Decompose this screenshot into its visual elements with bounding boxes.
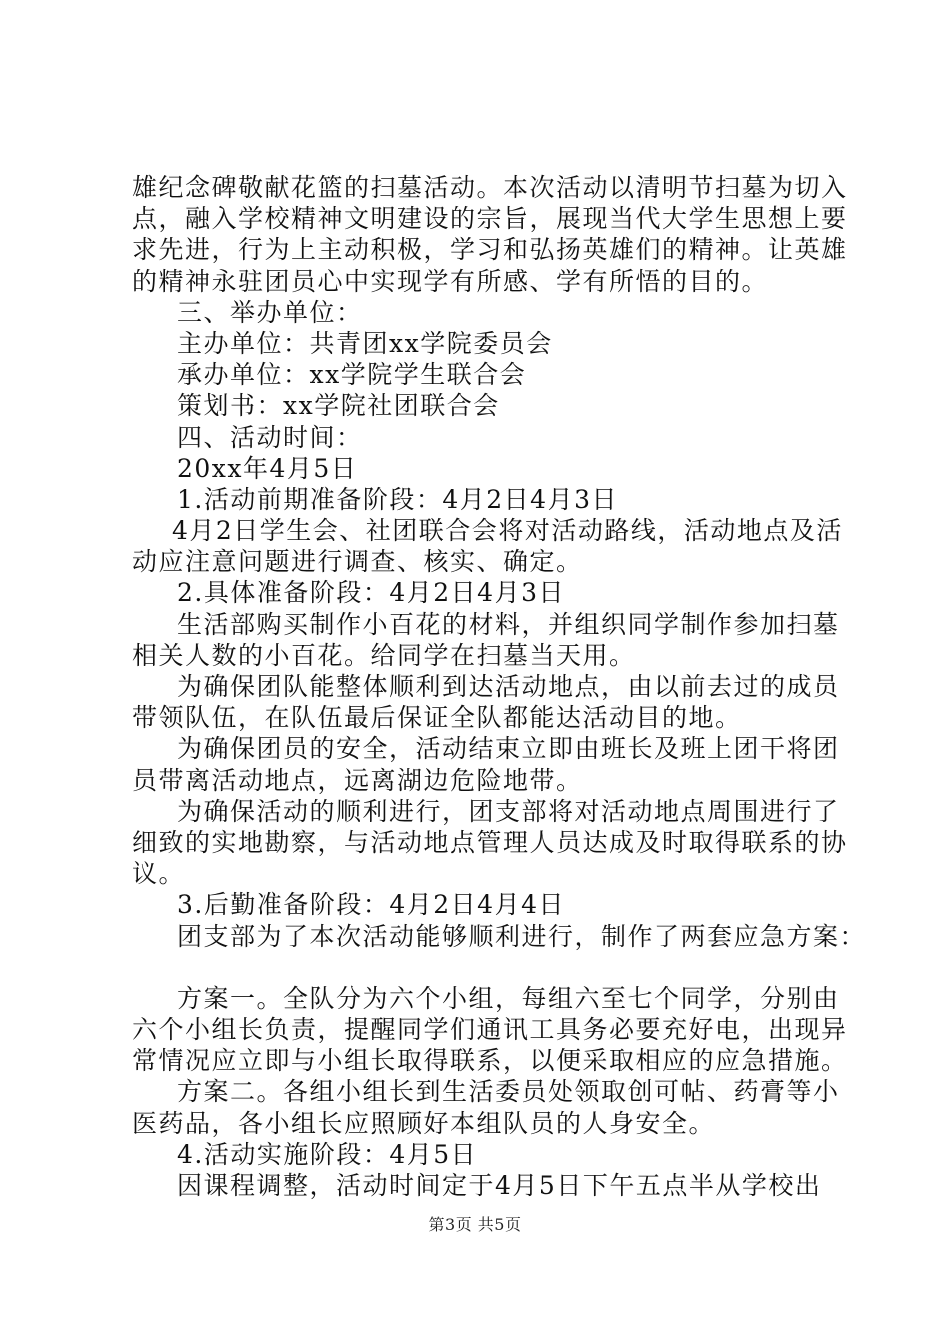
text-line: 常情况应立即与小组长取得联系，以便采取相应的应急措施。 bbox=[132, 1046, 848, 1076]
page-footer: 第3页 共5页 bbox=[428, 1215, 522, 1234]
text-line: 点，融入学校精神文明建设的宗旨，展现当代大学生思想上要 bbox=[132, 204, 848, 234]
text-line: 主办单位：共青团xx学院委员会 bbox=[177, 328, 553, 358]
text-line: 细致的实地勘察，与活动地点管理人员达成及时取得联系的协 bbox=[132, 827, 848, 857]
text-line: 方案一。全队分为六个小组，每组六至七个同学，分别由 bbox=[177, 983, 840, 1013]
text-line: 雄纪念碑敬献花篮的扫墓活动。本次活动以清明节扫墓为切入 bbox=[132, 173, 848, 202]
text-line: 相关人数的小百花。给同学在扫墓当天用。 bbox=[132, 640, 636, 670]
text-line: 求先进，行为上主动积极，学习和弘扬英雄们的精神。让英雄 bbox=[132, 235, 848, 265]
text-line: 的精神永驻团员心中实现学有所感、学有所悟的目的。 bbox=[132, 266, 769, 296]
text-line: 4月2日学生会、社团联合会将对活动路线，活动地点及活 bbox=[172, 516, 843, 546]
text-line: 六个小组长负责，提醒同学们通讯工具务必要充好电，出现异 bbox=[132, 1015, 848, 1045]
text-line: 议。 bbox=[132, 859, 186, 889]
text-line: 因课程调整，活动时间定于4月5日下午五点半从学校出 bbox=[177, 1171, 822, 1200]
text-line: 员带离活动地点，远离湖边危险地带。 bbox=[132, 765, 583, 795]
text-line: 为确保团队能整体顺利到达活动地点，由以前去过的成员 bbox=[177, 672, 840, 701]
text-line: 方案二。各组小组长到生活委员处领取创可帖、药膏等小 bbox=[177, 1077, 840, 1107]
document-body bbox=[132, 172, 867, 1201]
text-line: 承办单位：xx学院学生联合会 bbox=[177, 360, 527, 390]
text-line: 1.活动前期准备阶段：4月2日4月3日 bbox=[177, 484, 618, 514]
text-line: 策划书：xx学院社团联合会 bbox=[177, 391, 500, 421]
text-line: 20xx年4月5日 bbox=[177, 453, 358, 483]
text-line: 医药品，各小组长应照顾好本组队员的人身安全。 bbox=[132, 1108, 716, 1138]
text-line: 带领队伍，在队伍最后保证全队都能达活动目的地。 bbox=[132, 703, 742, 733]
blank-line bbox=[132, 952, 842, 983]
text-line: 为确保活动的顺利进行，团支部将对活动地点周围进行了 bbox=[177, 796, 840, 826]
text-line: 4.活动实施阶段：4月5日 bbox=[177, 1139, 478, 1169]
text-line: 2.具体准备阶段：4月2日4月3日 bbox=[177, 578, 565, 608]
text-line: 三、举办单位： bbox=[177, 297, 363, 327]
text-line: 3.后勤准备阶段：4月2日4月4日 bbox=[177, 890, 565, 920]
text-line: 动应注意问题进行调查、核实、确定。 bbox=[132, 547, 583, 577]
text-line: 生活部购买制作小百花的材料，并组织同学制作参加扫墓 bbox=[177, 609, 840, 639]
text-line: 团支部为了本次活动能够顺利进行，制作了两套应急方案： bbox=[177, 921, 867, 951]
text-line: 四、活动时间： bbox=[177, 422, 363, 452]
text-line: 为确保团员的安全，活动结束立即由班长及班上团干将团 bbox=[177, 734, 840, 764]
